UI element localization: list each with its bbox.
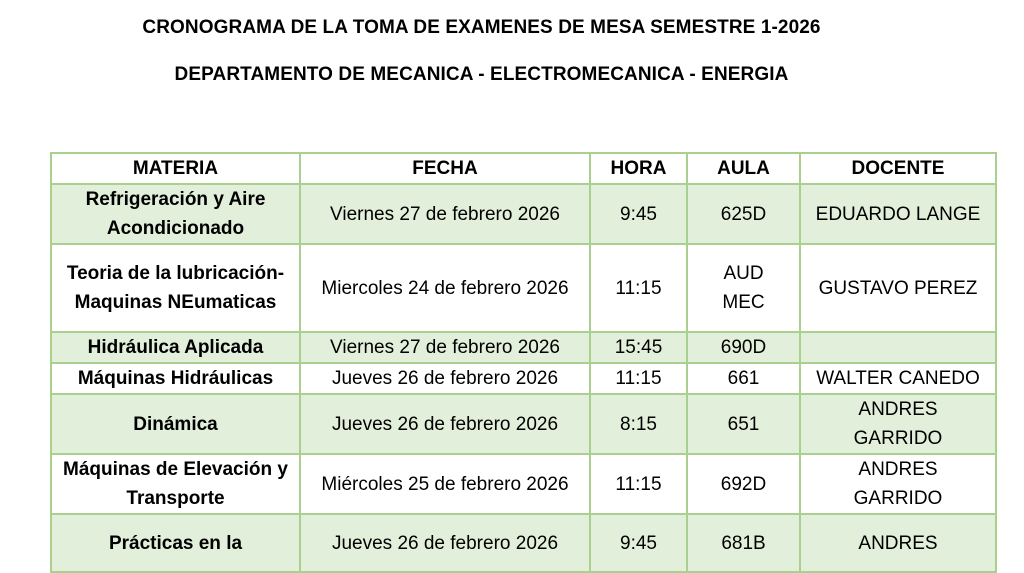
cell-fecha: Jueves 26 de febrero 2026 [300, 394, 590, 454]
header-aula: AULA [687, 153, 800, 184]
cell-aula: 651 [687, 394, 800, 454]
cell-materia: Prácticas en la [51, 514, 300, 572]
cell-aula: 625D [687, 184, 800, 244]
document-subtitle: DEPARTAMENTO DE MECANICA - ELECTROMECANICA - ENERGIA [174, 64, 789, 85]
cell-materia: Hidráulica Aplicada [51, 332, 300, 363]
cell-aula: 681B [687, 514, 800, 572]
cell-aula: 690D [687, 332, 800, 363]
cell-materia: Dinámica [51, 394, 300, 454]
cell-materia: Máquinas Hidráulicas [51, 363, 300, 394]
cell-hora: 9:45 [590, 184, 687, 244]
exam-schedule-table [50, 152, 997, 573]
cell-fecha: Miercoles 24 de febrero 2026 [300, 244, 590, 332]
header-materia: MATERIA [51, 153, 300, 184]
cell-hora: 15:45 [590, 332, 687, 363]
table-row [51, 332, 996, 363]
cell-fecha: Miércoles 25 de febrero 2026 [300, 454, 590, 514]
table-row [51, 184, 996, 244]
header-hora: HORA [590, 153, 687, 184]
cell-aula: AUD MEC [687, 244, 800, 332]
table-row [51, 394, 996, 454]
cell-fecha: Viernes 27 de febrero 2026 [300, 332, 590, 363]
cell-hora: 11:15 [590, 363, 687, 394]
header-fecha: FECHA [300, 153, 590, 184]
table-row [51, 514, 996, 572]
cell-materia: Refrigeración y Aire Acondicionado [51, 184, 300, 244]
table-row [51, 244, 996, 332]
table-row [51, 454, 996, 514]
cell-hora: 9:45 [590, 514, 687, 572]
cell-materia: Teoria de la lubricación- Maquinas NEumaticas [51, 244, 300, 332]
cell-fecha: Jueves 26 de febrero 2026 [300, 514, 590, 572]
cell-fecha: Jueves 26 de febrero 2026 [300, 363, 590, 394]
cell-hora: 8:15 [590, 394, 687, 454]
cell-docente: ANDRES GARRIDO [800, 394, 996, 454]
cell-docente: WALTER CANEDO [800, 363, 996, 394]
cell-aula: 661 [687, 363, 800, 394]
cell-hora: 11:15 [590, 244, 687, 332]
table-row [51, 363, 996, 394]
cell-docente [800, 332, 996, 363]
cell-aula: 692D [687, 454, 800, 514]
cell-materia: Máquinas de Elevación y Transporte [51, 454, 300, 514]
header-docente: DOCENTE [800, 153, 996, 184]
cell-docente: ANDRES [800, 514, 996, 572]
table-header-row [51, 153, 996, 184]
cell-docente: ANDRES GARRIDO [800, 454, 996, 514]
document-title: CRONOGRAMA DE LA TOMA DE EXAMENES DE MESA SEMESTRE 1-2026 [142, 17, 821, 38]
cell-fecha: Viernes 27 de febrero 2026 [300, 184, 590, 244]
cell-docente: EDUARDO LANGE [800, 184, 996, 244]
cell-docente: GUSTAVO PEREZ [800, 244, 996, 332]
cell-hora: 11:15 [590, 454, 687, 514]
